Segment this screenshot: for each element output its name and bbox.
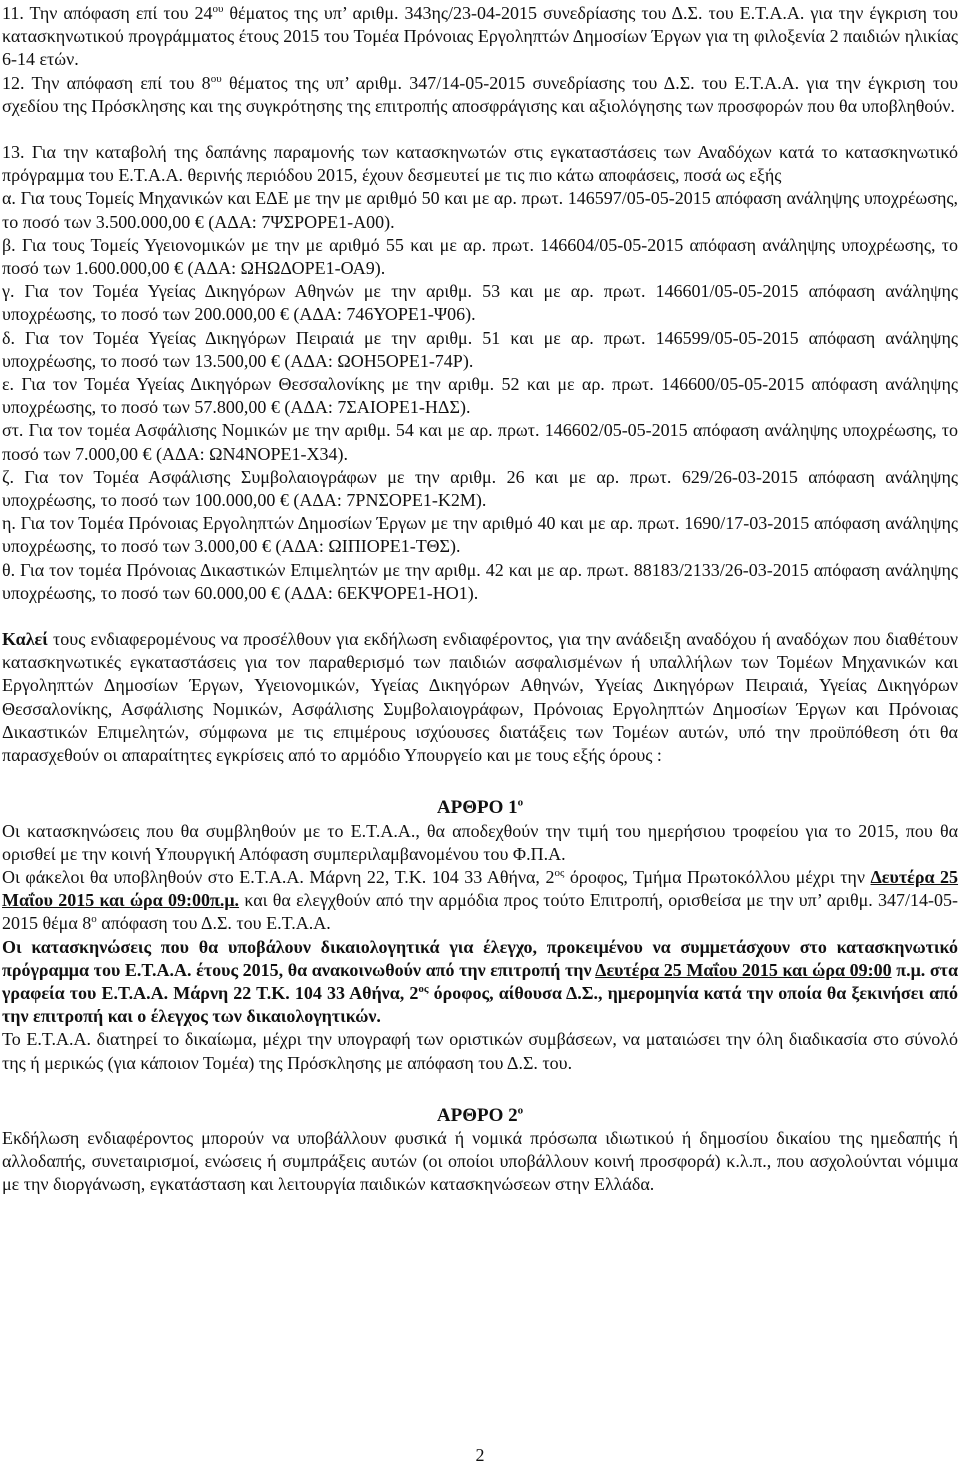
article-1-p1: Οι κατασκηνώσεις που θα συμβληθούν με το Ε.Τ.Α.Α., θα αποδεχθούν την τιμή του ημερήσιου τροφείου για το 2015, που θα ορισθεί με την κοινή Υπουργική Απόφαση συμπεριλαμβανομένου του Φ.Π.Α. (2, 820, 958, 864)
allocation-st: στ. Για τον τομέα Ασφάλισης Νομικών με την αριθμ. 54 και με αρ. πρωτ. 146602/05-05-2015 απόφαση ανάληψης υποχρέωσης, το ποσό των 7.000,00 € (ΑΔΑ: ΩΝ4ΝΟΡΕ1-Χ34). (2, 420, 958, 464)
item-13: 13. Για την καταβολή της δαπάνης παραμονής των κατασκηνωτών στις εγκαταστάσεις των Αναδόχων κατά το κατασκηνωτικό πρόγραμμα του Ε.Τ.Α.Α. θερινής περιόδου 2015, έχουν δεσμευτεί με τις πιο κάτω αποφάσεις, ποσά ως εξής (2, 142, 958, 186)
allocation-e: ε. Για τον Τομέα Υγείας Δικηγόρων Θεσσαλονίκης με την αριθμ. 52 και με αρ. πρωτ. 146600/05-05-2015 απόφαση ανάληψης υποχρέωσης, το ποσό των 57.800,00 € (ΑΔΑ: 7ΣΑΙΟΡΕ1-ΗΔΣ). (2, 374, 958, 418)
allocation-b: β. Για τους Τομείς Υγειονομικών με την με αριθμό 55 και με αρ. πρωτ. 146604/05-05-2015 απόφαση ανάληψης υποχρέωσης, το ποσό των 1.600.000,00 € (ΑΔΑ: ΩΗΩΔΟΡΕ1-ΟΑ9). (2, 234, 958, 279)
article-1-p3: Οι κατασκηνώσεις που θα υποβάλουν δικαιολογητικά για έλεγχο, προκειμένου να συμμετάσχουν στο κατασκηνωτικό πρόγραμμα του Ε.Τ.Α.Α. έτους 2015, θα ανακοινωθούν από την επιτροπή την Δευτέρα 25 Μαΐου 2015 και ώρα 09:00 π.μ. στα γραφεία του Ε.Τ.Α.Α. Μάρνη 22 Τ.Κ. 104 33 Αθήνα, $2^{o\varsigma}$ όροφος, αίθουσα Δ.Σ., ημερομηνία κατά την οποία θα ξεκινήσει από την επιτροπή και ο έλεγχος των δικαιολογητικών. (2, 936, 959, 1027)
deadline-date: Δευτέρα 25 Μαΐου 2015 και ώρα 09:00π.μ. (2, 866, 959, 911)
allocation-th: θ. Για τον τομέα Πρόνοιας Δικαστικών Επιμελητών με την αριθμ. 42 και με αρ. πρωτ. 88183/2133/26-03-2015 απόφαση ανάληψης υποχρέωσης, το ποσό των 60.000,00 € (ΑΔΑ: 6ΕΚΨΟΡΕ1-ΗΟ1). (2, 559, 958, 603)
allocation-z: ζ. Για τον Τομέα Ασφάλισης Συμβολαιογράφων με την αριθμ. 26 και με αρ. πρωτ. 629/26-03-2015 απόφαση ανάληψης υποχρέωσης, το ποσό των 100.000,00 € (ΑΔΑ: 7ΡΝΣΟΡΕ1-Κ2Μ). (2, 466, 958, 511)
article-1-heading: ΑΡΘΡΟ $1^o$ (436, 796, 524, 819)
page-number: 2 (475, 1445, 485, 1465)
invitation-paragraph: Καλεί τους ενδιαφερομένους να προσέλθουν για εκδήλωση ενδιαφέροντος, για την ανάδειξη αναδόχου ή αναδόχων που διαθέτουν κατασκηνωτικές εγκαταστάσεις για τον παραθερισμό των παιδιών ασφαλισμένων ή υπαλλήλων των Τομέων Μηχανικών και Εργοληπτών Δημοσίων Έργων, Υγειονομικών, Υγείας Δικηγόρων Αθηνών, Υγείας Δικηγόρων Πειραιά, Υγείας Δικηγόρων Θεσσαλονίκης, Ασφάλισης Νομικών, Ασφάλισης Συμβολαιογράφων, Πρόνοιας Εργοληπτών Δημοσίων Έργων και Πρόνοιας Δικαστικών Επιμελητών, σύμφωνα με τις επιμέρους ισχύουσες διατάξεις των Τομέων αυτών, υπό την προϋπόθεση ότι θα παρασχεθούν οι απαραίτητες εγκρίσεις από το αρμόδιο Υπουργείο και με τους εξής όρους : (2, 629, 958, 766)
article-1-p4: Το Ε.Τ.Α.Α. διατηρεί το δικαίωμα, μέχρι την υπογραφή των οριστικών συμβάσεων, να ματαιώσει την όλη διαδικασία στο σύνολό της ή μερικώς (για κάποιον Τομέα) της Πρόσκλησης με απόφαση του Δ.Σ. του. (2, 1029, 958, 1073)
article-2-heading: ΑΡΘΡΟ $2^o$ (436, 1104, 524, 1126)
allocation-c: γ. Για τον Τομέα Υγείας Δικηγόρων Αθηνών με την αριθμ. 53 και με αρ. πρωτ. 146601/05-05-2015 απόφαση ανάληψης υποχρέωσης, το ποσό των 200.000,00 € (ΑΔΑ: 746ΥΟΡΕ1-Ψ06). (2, 281, 958, 325)
item-11: 11. Την απόφαση επί του $24^{o\upsilon}$ θέματος της υπ’ αριθμ. 343ης/23-04-2015 συνεδρίασης του Δ.Σ. του Ε.Τ.Α.Α. για την έγκριση του κατασκηνωτικού προγράμματος έτους 2015 του Τομέα Πρόνοιας Εργοληπτών Δημοσίων Έργων για τη φιλοξενία 2 παιδιών ηλικίας 6-14 ετών. (2, 3, 958, 70)
allocation-d: δ. Για τον Τομέα Υγείας Δικηγόρων Πειραιά με την αριθμ. 51 και με αρ. πρωτ. 146599/05-05-2015 απόφαση ανάληψης υποχρέωσης, το ποσό των 13.500,00 € (ΑΔΑ: ΩΟΗ5ΟΡΕ1-74Ρ). (2, 327, 958, 371)
article-2-p1: Εκδήλωση ενδιαφέροντος μπορούν να υποβάλλουν φυσικά ή νομικά πρόσωπα ιδιωτικού ή δημοσίου δικαίου της ημεδαπής ή αλλοδαπής, συνεταιρισμοί, ενώσεις ή συμπράξεις αυτών (οι οποίοι υποβάλλουν κοινή προσφορά) κ.λ.π., που ασχολούνται νόμιμα με την διοργάνωση, εγκατάσταση και λειτουργία παιδικών κατασκηνώσεων στην Ελλάδα. (2, 1127, 958, 1195)
announcement-date: Δευτέρα 25 Μαΐου 2015 και ώρα 09:00 (595, 959, 892, 980)
allocation-a: α. Για τους Τομείς Μηχανικών και ΕΔΕ με την με αριθμό 50 και με αρ. πρωτ. 146597/05-05-2015 απόφαση ανάληψης υποχρέωσης, το ποσό των 3.500.000,00 € (ΑΔΑ: 7ΨΣΡΟΡΕ1-Α00). (2, 188, 958, 232)
article-1-p2: Οι φάκελοι θα υποβληθούν στο Ε.Τ.Α.Α. Μάρνη 22, Τ.Κ. 104 33 Αθήνα, $2^{o\varsigma}$ όροφος, Τμήμα Πρωτοκόλλου μέχρι την Δευτέρα 25 Μαΐου 2015 και ώρα 09:00π.μ. και θα ελεγχθούν από την αρμόδια προς τούτο Επιτροπή, ορισθείσα με την υπ’ αριθμ. 347/14-05-2015 θέμα $8^o$ απόφαση του Δ.Σ. του Ε.Τ.Α.Α. (2, 866, 959, 934)
item-12: 12. Την απόφαση επί του $8^{o\upsilon}$ θέματος της υπ’ αριθμ. 347/14-05-2015 συνεδρίασης του Δ.Σ. του Ε.Τ.Α.Α. για την έγκριση του σχεδίου της Πρόσκλησης και της συγκρότησης της επιτροπής αποσφράγισης και αξιολόγησης των προσφορών που θα υποβληθούν. (2, 72, 958, 116)
allocation-h: η. Για τον Τομέα Πρόνοιας Εργοληπτών Δημοσίων Έργων με την αριθμό 40 και με αρ. πρωτ. 1690/17-03-2015 απόφαση ανάληψης υποχρέωσης, το ποσό των 3.000,00 € (ΑΔΑ: ΩΙΠΙΟΡΕ1-ΤΘΣ). (2, 513, 958, 557)
